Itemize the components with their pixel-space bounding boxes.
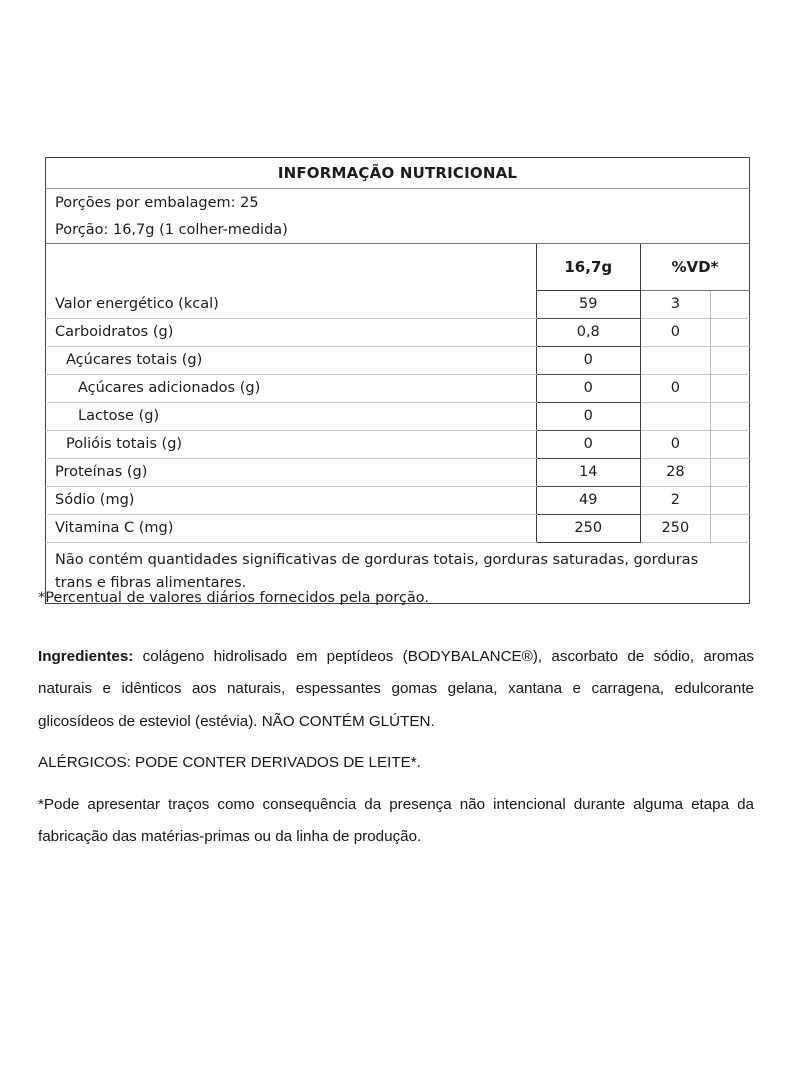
table-row	[46, 318, 750, 346]
nutrient-spacer-cell	[710, 486, 749, 514]
nutrient-daily-value	[640, 346, 710, 374]
nutrient-daily-value	[640, 402, 710, 430]
nutrient-name: Açúcares adicionados (g)	[46, 374, 537, 402]
nutrient-amount: 0,8	[536, 318, 640, 346]
nutrient-daily-value: 28	[640, 458, 710, 486]
ingredients-label: Ingredientes:	[38, 648, 134, 665]
nutrient-name: Proteínas (g)	[46, 458, 537, 486]
nutrient-amount: 0	[536, 374, 640, 402]
nutrient-spacer-cell	[710, 346, 749, 374]
nutrient-name: Lactose (g)	[46, 402, 537, 430]
nutrition-table-body	[46, 158, 750, 604]
nutrient-name: Açúcares totais (g)	[46, 346, 537, 374]
nutrient-name: Vitamina C (mg)	[46, 514, 537, 542]
serving-size-text: Porção: 16,7g (1 colher-medida)	[46, 216, 750, 244]
nutrient-name: Valor energético (kcal)	[46, 290, 537, 318]
nutrition-facts-table	[45, 157, 750, 604]
nutrition-table-footnote: Não contém quantidades significativas de gorduras totais, gorduras saturadas, gorduras trans e fibras alimentares.	[46, 542, 750, 604]
allergen-statement: ALÉRGICOS: PODE CONTER DERIVADOS DE LEITE*.	[38, 754, 421, 772]
nutrient-amount: 0	[536, 430, 640, 458]
nutrient-name: Sódio (mg)	[46, 486, 537, 514]
table-row	[46, 290, 750, 318]
header-serving-amount: 16,7g	[536, 244, 640, 291]
nutrient-amount: 49	[536, 486, 640, 514]
table-column-header-row	[46, 244, 750, 291]
nutrient-amount: 0	[536, 346, 640, 374]
nutrient-spacer-cell	[710, 514, 749, 542]
nutrient-spacer-cell	[710, 318, 749, 346]
nutrient-name: Carboidratos (g)	[46, 318, 537, 346]
serving-size-row	[46, 216, 750, 244]
table-row	[46, 346, 750, 374]
nutrition-table	[45, 157, 750, 604]
nutrient-daily-value: 0	[640, 374, 710, 402]
nutrient-name: Polióis totais (g)	[46, 430, 537, 458]
daily-value-footnote: *Percentual de valores diários fornecidos pela porção.	[38, 590, 429, 606]
header-percent-daily-value: %VD*	[640, 244, 749, 291]
servings-per-package-row	[46, 189, 750, 217]
nutrient-amount: 14	[536, 458, 640, 486]
ingredients-body: colágeno hidrolisado em peptídeos (BODYBALANCE®), ascorbato de sódio, aromas naturais e idênticos aos naturais, espessantes gomas gelana, xantana e carragena, edulcorante glicosídeos de esteviol (estévia). NÃO CONTÉM GLÚTEN.	[38, 648, 754, 730]
traces-disclaimer: *Pode apresentar traços como consequência da presença não intencional durante alguma etapa da fabricação das matérias-primas ou da linha de produção.	[38, 795, 754, 845]
nutrient-daily-value: 0	[640, 430, 710, 458]
nutrient-spacer-cell	[710, 430, 749, 458]
nutrient-daily-value: 2	[640, 486, 710, 514]
servings-per-package-text: Porções por embalagem: 25	[46, 189, 750, 217]
nutrient-amount: 59	[536, 290, 640, 318]
nutrient-daily-value: 250	[640, 514, 710, 542]
nutrient-amount: 250	[536, 514, 640, 542]
nutrient-spacer-cell	[710, 458, 749, 486]
table-row	[46, 402, 750, 430]
table-row	[46, 430, 750, 458]
table-row	[46, 486, 750, 514]
table-row	[46, 374, 750, 402]
nutrient-amount: 0	[536, 402, 640, 430]
nutrition-table-title: INFORMAÇÃO NUTRICIONAL	[46, 158, 750, 189]
table-row	[46, 458, 750, 486]
nutrient-daily-value: 0	[640, 318, 710, 346]
header-empty-cell	[46, 244, 537, 291]
table-title-row	[46, 158, 750, 189]
nutrient-spacer-cell	[710, 374, 749, 402]
nutrient-spacer-cell	[710, 402, 749, 430]
table-row	[46, 514, 750, 542]
ingredients-paragraph	[38, 641, 754, 738]
nutrient-daily-value: 3	[640, 290, 710, 318]
ingredients-section	[38, 641, 754, 862]
nutrient-spacer-cell	[710, 290, 749, 318]
